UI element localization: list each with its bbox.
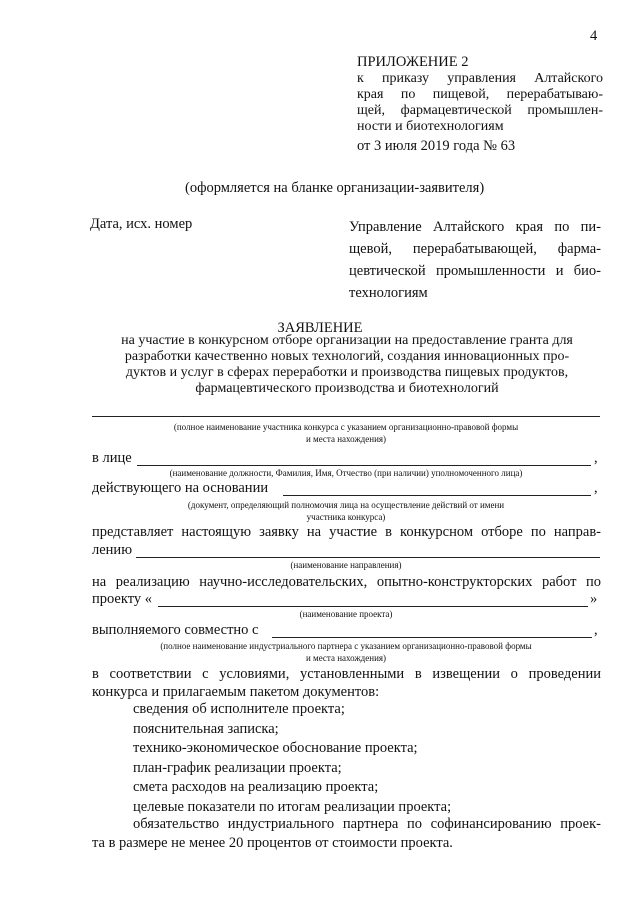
documents-list	[133, 700, 451, 817]
hint-line: участника конкурса)	[306, 512, 386, 522]
obligation-line-2: та в размере не менее 20 процентов от стоимости проекта.	[92, 835, 453, 851]
addressee-line: технологиям	[349, 285, 428, 301]
list-item: технико-экономическое обоснование проекта;	[133, 740, 418, 756]
partner-field[interactable]	[272, 637, 592, 638]
statement-title: ЗАЯВЛЕНИЕ	[277, 320, 363, 336]
appendix-date: от 3 июля 2019 года № 63	[357, 138, 516, 154]
comma: ,	[594, 480, 598, 496]
basis-field[interactable]	[283, 495, 591, 496]
appendix-title: ПРИЛОЖЕНИЕ 2	[357, 54, 469, 70]
appendix-line: к приказу управления Алтайского	[357, 71, 603, 86]
basis-label: действующего на основании	[92, 480, 269, 496]
accordance-paragraph	[92, 665, 601, 701]
list-item: пояснительная записка;	[133, 720, 279, 737]
hint-line: (полное наименование индустриального партнера с указанием организационно-правовой формы	[160, 641, 532, 651]
hint-line: (полное наименование участника конкурса с указанием организационно-правовой формы	[173, 422, 519, 432]
representative-hint: (наименование должности, Фамилия, Имя, Отчество (при наличии) уполномоченного лица)	[169, 468, 523, 478]
basis-hint	[92, 499, 600, 523]
appendix-text	[357, 71, 603, 135]
list-item: план-график реализации проекта;	[133, 759, 342, 776]
list-item: смета расходов на реализацию проекта;	[133, 779, 379, 795]
participant-name-field[interactable]	[92, 416, 600, 417]
direction-hint: (наименование направления)	[290, 560, 402, 570]
obligation-text: обязательство индустриального партнера по софинансированию проек-	[133, 816, 601, 832]
project-label: проекту «	[92, 591, 152, 607]
statement-line: дуктов и услуг в сферах переработки и производства пищевых продуктов,	[125, 365, 569, 380]
direction-field[interactable]	[136, 557, 600, 558]
obligation-line-1	[133, 816, 601, 833]
submits-line: представляет настоящую заявку на участие в конкурсном отборе по направ-	[92, 524, 601, 540]
partner-hint	[92, 640, 600, 664]
representative-field[interactable]	[137, 465, 591, 466]
list-item: целевые показатели по итогам реализации проекта;	[133, 798, 452, 815]
statement-line: разработки качественно новых технологий, создания инновационных про-	[124, 349, 570, 364]
project-close-quote: »	[590, 591, 598, 607]
hint-line: и места нахождения)	[305, 653, 387, 663]
project-hint: (наименование проекта)	[299, 609, 393, 619]
appendix-line: щей, фармацевтической промышлен-	[357, 103, 603, 118]
addressee-line: цевтической промышленности и био-	[349, 263, 601, 279]
addressee-line: Управление Алтайского края по пи-	[349, 219, 601, 235]
comma: ,	[594, 450, 598, 466]
project-field[interactable]	[158, 606, 588, 607]
page-number: 4	[590, 28, 598, 44]
statement-line: на участие в конкурсном отборе организации на предоставление гранта для	[121, 333, 573, 348]
research-line: на реализацию научно-исследовательских, опытно-конструкторских работ по	[92, 574, 601, 590]
date-number-label: Дата, исх. номер	[90, 216, 193, 232]
hint-line: и места нахождения)	[305, 434, 387, 444]
jointly-label: выполняемого совместно с	[92, 622, 259, 638]
accordance-line: в соответствии с условиями, установленными в извещении о проведении	[92, 666, 601, 682]
list-item: сведения об исполнителе проекта;	[133, 701, 345, 717]
hint-line: (документ, определяющий полномочия лица на осуществление действий от имени	[187, 500, 505, 510]
blank-note: (оформляется на бланке организации-заявителя)	[185, 180, 485, 196]
accordance-line: конкурса и прилагаемым пакетом документов:	[92, 684, 380, 700]
direction-label: лению	[92, 542, 133, 558]
in-person-label: в лице	[92, 450, 132, 466]
participant-hint	[92, 421, 600, 445]
addressee	[349, 216, 601, 304]
appendix-line: края по пищевой, перерабатываю-	[357, 87, 603, 102]
statement-line: фармацевтического производства и биотехнологий	[195, 381, 499, 396]
addressee-line: щевой, перерабатывающей, фарма-	[349, 241, 601, 257]
statement-subtitle	[92, 333, 602, 397]
appendix-line: ности и биотехнологиям	[357, 119, 504, 134]
comma: ,	[594, 622, 598, 638]
